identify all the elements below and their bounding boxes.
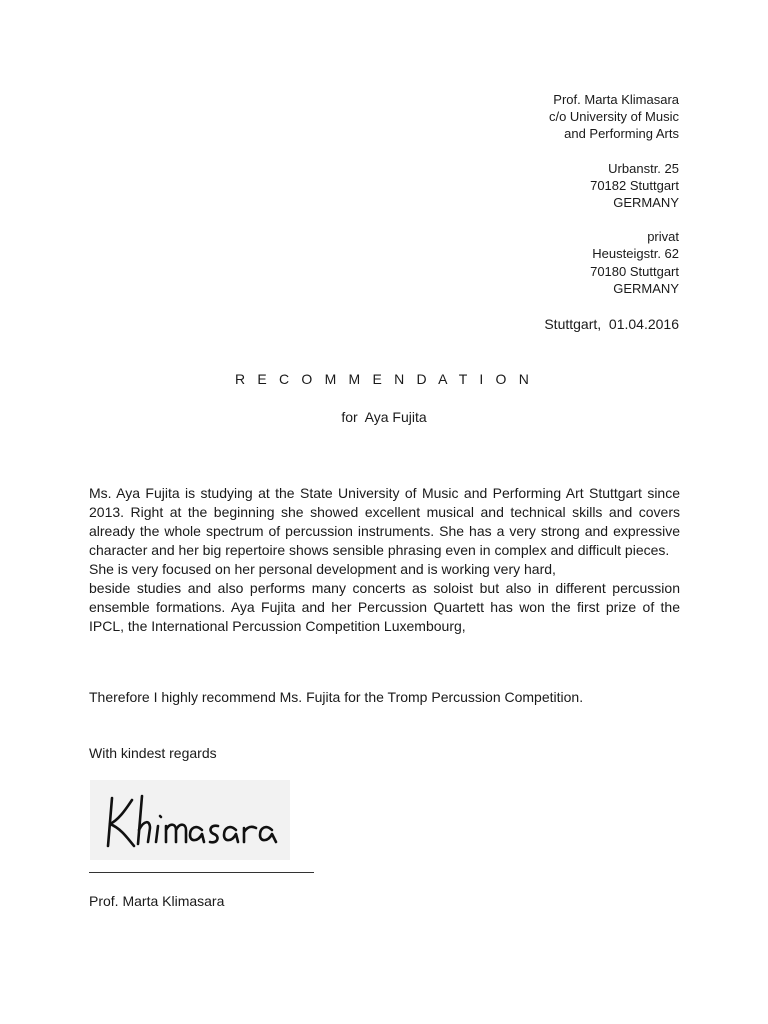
body-paragraph-3: beside studies and also performs many concerts as soloist but also in different percussion ensemble formations. Aya Fujita and her Percussion Quartett has won the first prize of the IPCL, the International Percussion Competition Luxembourg,: [89, 580, 680, 634]
office-country: GERMANY: [613, 195, 679, 211]
private-label: privat: [647, 229, 679, 245]
letter-title: R E C O M M E N D A T I O N: [234, 371, 534, 387]
office-city: 70182 Stuttgart: [590, 177, 679, 193]
private-city: 70180 Stuttgart: [590, 263, 679, 279]
body-paragraph-1: Ms. Aya Fujita is studying at the State University of Music and Performing Art Stuttgart since 2013. Right at the beginning she showed excellent musical and technical skills and covers already the whole spectrum of percussion instruments. She has a very strong and expressive character and her big repertoire shows sensible phrasing even in complex and difficult pieces.: [89, 485, 680, 558]
letter-date: Stuttgart, 01.04.2016: [544, 316, 679, 332]
sender-affiliation-1: c/o University of Music: [548, 109, 679, 125]
handwritten-signature: [90, 780, 290, 860]
sender-name: Prof. Marta Klimasara: [553, 92, 679, 107]
sender-affiliation-2: and Performing Arts: [564, 126, 679, 142]
signature-line: [89, 872, 314, 873]
private-country: GERMANY: [613, 280, 679, 296]
office-street: Urbanstr. 25: [608, 160, 679, 176]
recipient-line: for Aya Fujita: [341, 409, 427, 425]
private-street: Heusteigstr. 62: [592, 246, 679, 262]
signer-name: Prof. Marta Klimasara: [89, 893, 225, 909]
signature-drawing: [90, 780, 290, 860]
closing-sentence: Therefore I highly recommend Ms. Fujita for the Tromp Percussion Competition.: [89, 689, 584, 705]
regards-line: With kindest regards: [89, 745, 217, 761]
body-paragraph-2: She is very focused on her personal development and is working very hard,: [89, 561, 556, 577]
sender-address: [549, 91, 679, 297]
letter-body: [89, 484, 680, 636]
